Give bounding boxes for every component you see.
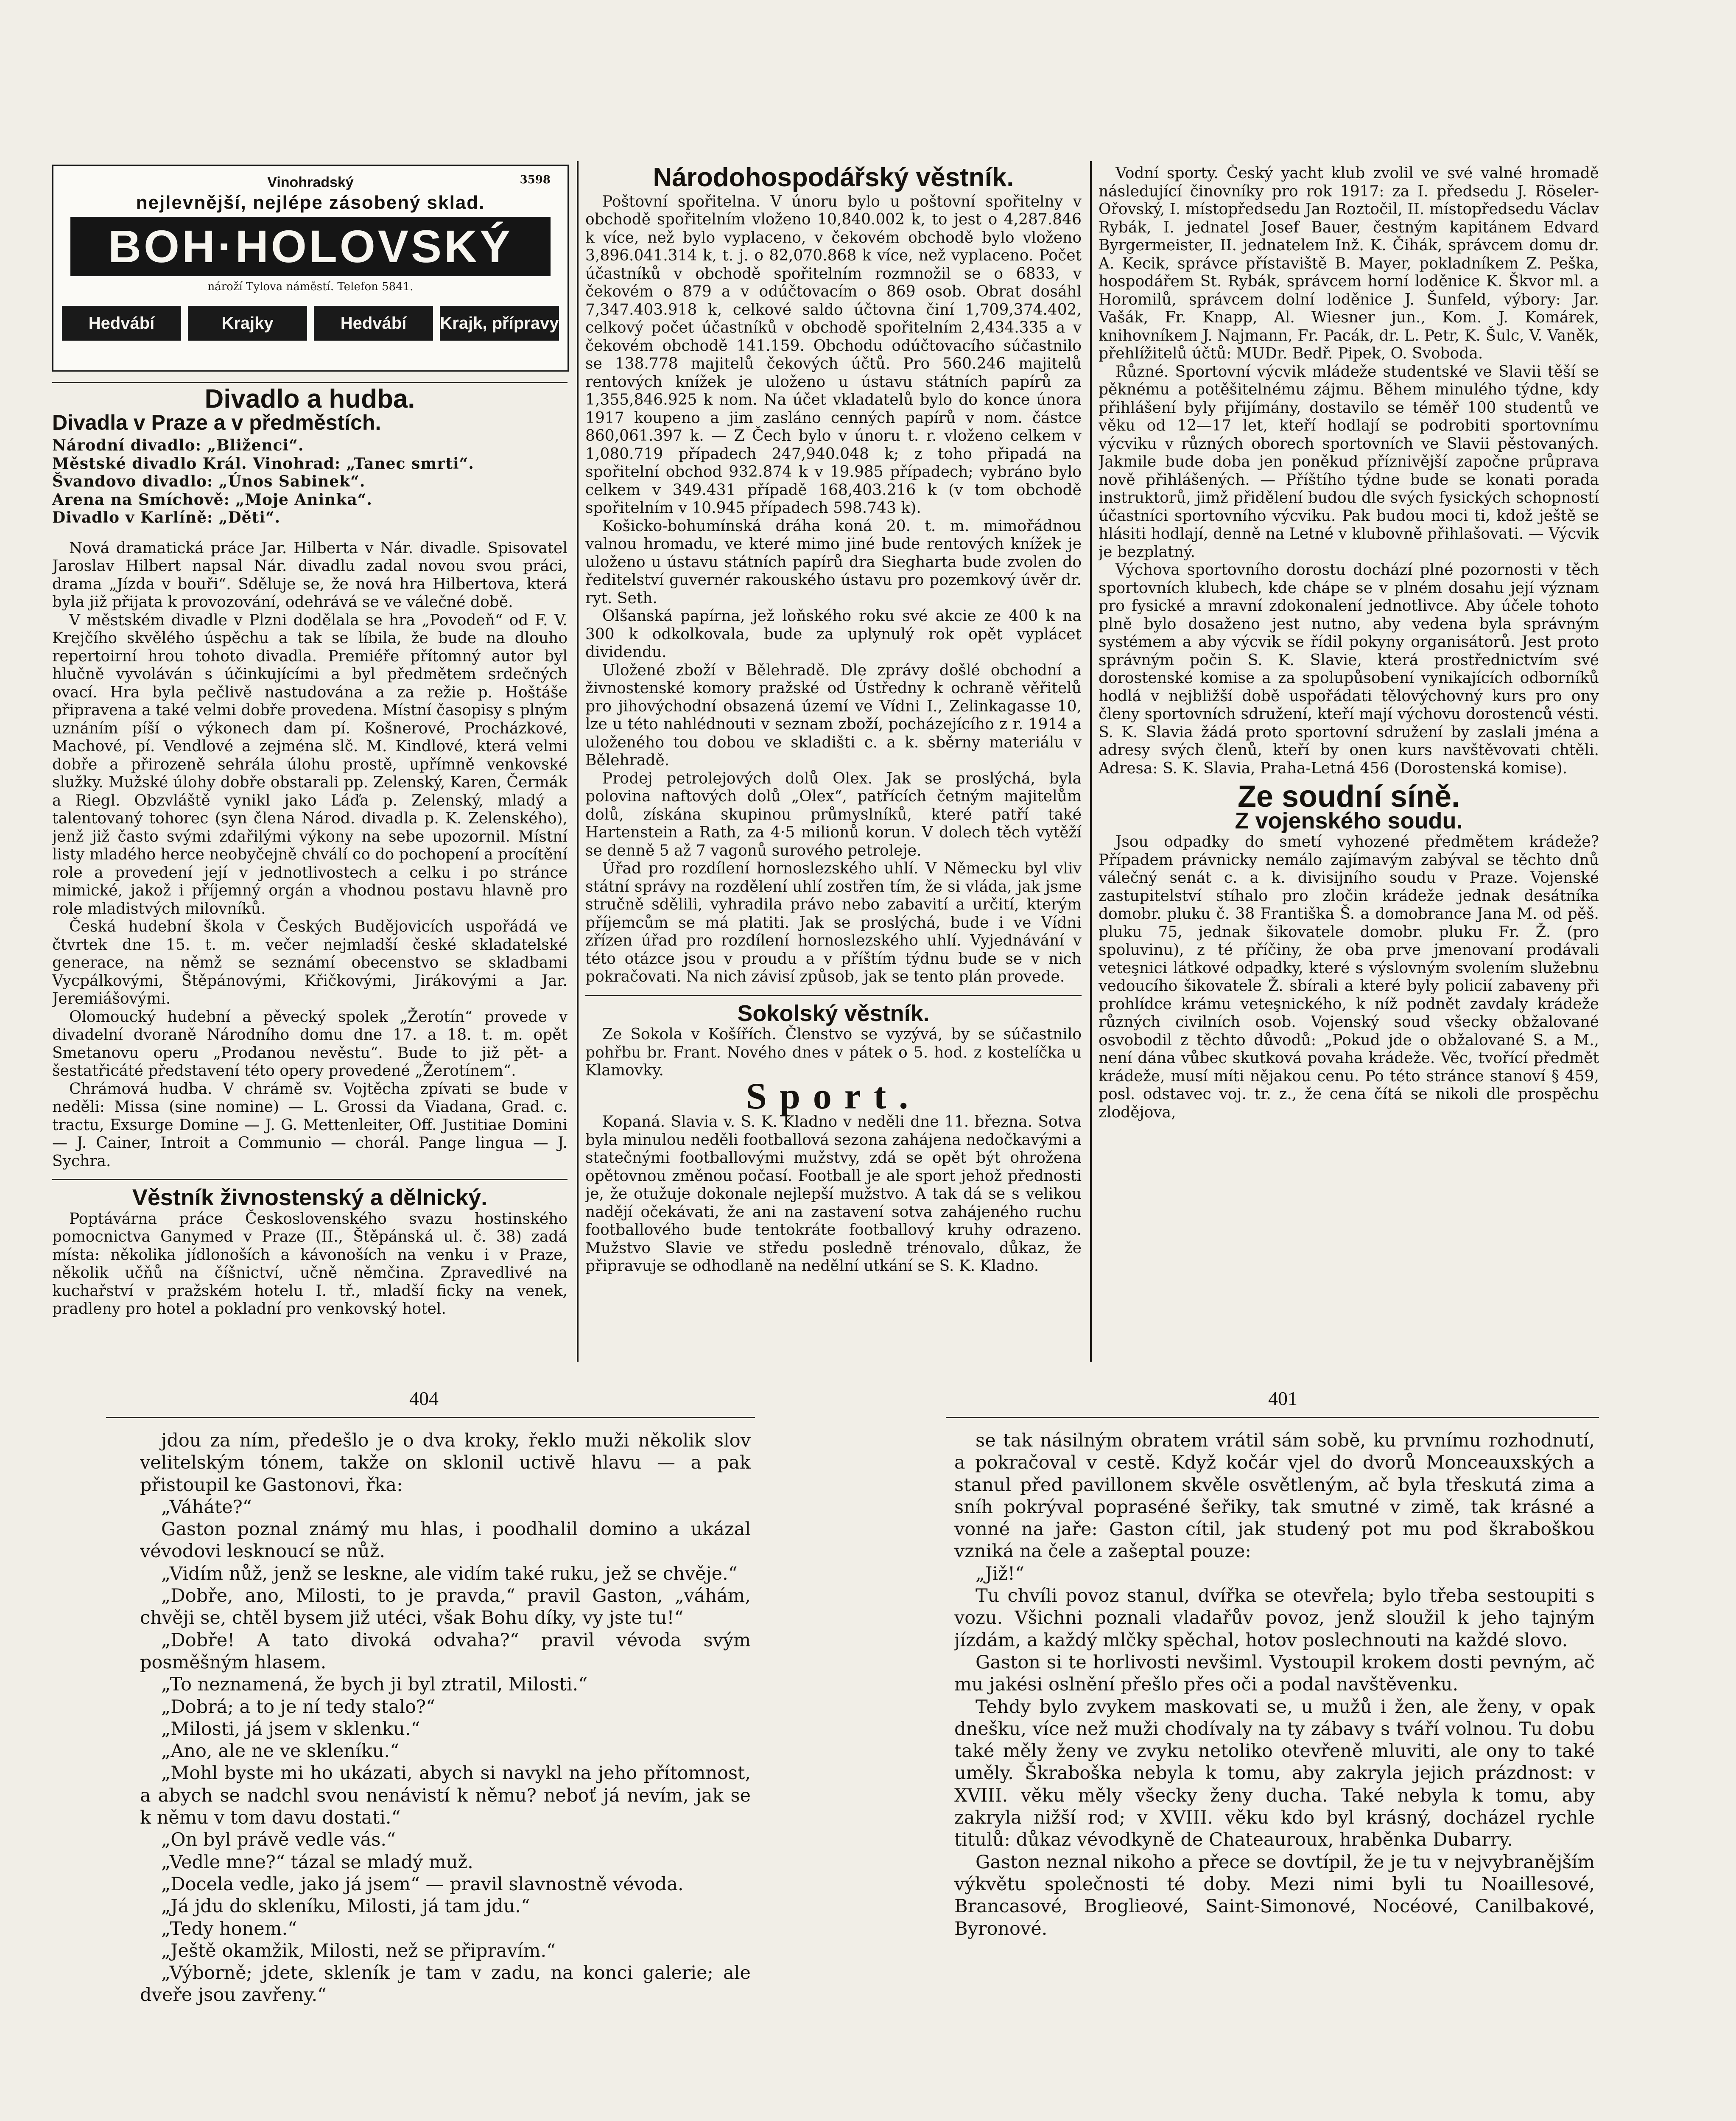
story-page-right [954, 1430, 1595, 2121]
story-paragraph: jdou za ním, předešlo je o dva kroky, řeklo muži několik slov velitelským tónem, takže on sklonil uctivě hlavu — a pak přistoupil ke Gastonovi, řka: [140, 1430, 751, 1496]
economy-paragraph: Košicko-bohumínská dráha koná 20. t. m. mimořádnou valnou hromadu, ve které mimo jiné bude rentových knížek je uloženo u ústavu státních papírů dra Sieghartа bude zvolen do ředitelství guvernér rakouského ústavu pro pozemkový úvěr dr. ryt. Seth. [585, 517, 1082, 607]
column-economy [585, 165, 1082, 1362]
story-paragraph: „Ještě okamžik, Milosti, než se připravím.“ [161, 1940, 556, 1962]
story-paragraph: „Již!“ [976, 1563, 1025, 1584]
story-paragraph: „Vedle mne?“ tázal se mladý muž. [161, 1851, 473, 1873]
ad-address: nároží Tylova náměstí. Telefon 5841. [207, 280, 414, 293]
theatre-paragraph: V městském divadle v Plzni dodělala se hra „Povodeň“ od F. V. Krejčího skvělého úspěchu a tak se líbila, že bude na dlouho repertoirní hrou tohoto divadla. Premiéře přítomný autor byl hlučně vyvoláván s účinkujícími a byl předmětem srdečných ovací. Hra byla pečlivě nastudována a za režie p. Hoštáše připravena a také velmi dobře provedena. Místní časopisy s plným uznáním píší o výkonech dam pí. Košnerové, Procházkové, Machové, pí. Vendlové a zejména slč. M. Kindlové, která velmi dobře a přirozeně sehrála úlohu prostě, upřímně venkovské služky. Mužské úlohy dobře obstarali pp. Zelenský, Karen, Čermák a Riegl. Obzvláště vynikl jako Láďa p. Zelenský, mladý a talentovaný tohorec (syn člena Národ. divadla p. K. Zelenského), jenž již často svými zdařilými výkony na sebe upozornil. Místní listy mladého herce neobyčejně chválí co do pochopení a procítění role a provedení její v jednotlivostech a celku i po stránce mimické, jakož i příjemný orgán a vhodnou postavu hlavně pro role mladistvých milovníků. [52, 611, 567, 918]
ad-address-line: Vinohradský [267, 174, 354, 190]
sport-paragraph: Vodní sporty. Český yacht klub zvolil ve své valné hromadě následující činovníky pro rok 1917: za I. předsedu J. Röseler-Ořovský, I. místopředsedu Jan Roztočil, II. místopředsedu Václav Rybák, I. jednatel Josef Bauer, čestným kapitánem Edvard Byrgermeister, II. jednatelem Inž. K. Čihák, správcem domu dr. A. Kecik, správce přístaviště B. Mayer, pokladníkem Z. Peška, hospodářem St. Rybák, správcem horní loděnice K. Škvor ml. a Horomilů, správcem dolní loděnice J. Šunfeld, výbory: Jar. Vašák, Fr. Knapp, Al. Wiesner jun., Kom. J. Komárek, knihovníkem J. Najmann, Fr. Pacák, dr. L. Petr, K. Šulc, V. Vaněk, přehlížitelů účtů: MUDr. Bedř. Pipek, O. Svoboda. [1099, 165, 1599, 362]
sport-title: Sport. [746, 1075, 921, 1117]
theatre-listing: Divadlo v Karlíně: „Děti“. [52, 509, 281, 526]
sport-paragraph: Výchova sportovního dorostu dochází plné pozornosti v těch sportovních klubech, kde chápe se v plném dosahu její význam pro fysické a mravní zdokonalení jednotlivce. Aby účele tohoto plně bylo dosaženo jest nutno, aby vedena byla správným systémem a aby výcvik se řídil pokyny organisátorů. Jest proto správným počin S. K. Slavie, která prostřednictvím své dorostenské komise a za spolupůsobení vynikajících odborníků hodlá v nejbližší době uspořádati tělovýchovný kurs pro ony členy sportovních sdružení, kteří mají výchovu dorostenců vésti. S. K. Slavia žádá proto sportovní sdružení by zaslali jména a adresy svých členů, kteří by onen kurs navštěvovati chtěli. Adresa: S. K. Slavia, Praha-Letná 456 (Dorostenská komise). [1099, 561, 1599, 777]
story-paragraph: „Váháte?“ [161, 1496, 252, 1518]
sport-paragraph: Kopaná. Slavia v. S. K. Kladno v neděli dne 11. března. Sotva byla minulou neděli footballová sezona zahájena nedočkavými a statečnými footballovými mužstvy, zdá se opět být ohrožena opětovnou změnou počasí. Football je ale sport jehož přednosti je, že otužuje dokonale nejlepší mužstvo. A tak dá se s velikou nadějí očekávati, že ani na zastavení sotva zahájeného ruchu footballového bude tentokráte footballový kruhy odrazeno. Mužstvo Slavie ve středu posledně trénovalo, důkaz, že připravuje se odhodlaně na nedělní utkání se S. K. Kladno. [585, 1113, 1082, 1275]
page-number-left: 404 [409, 1388, 439, 1409]
story-paragraph: „Docela vedle, jako já jsem“ — pravil slavnostně vévoda. [161, 1873, 684, 1895]
sport-paragraph: Různé. Sportovní výcvik mládeže studentské ve Slavii těší se pěknému a potěšitelnému zájmu. Během minulého týdne, kdy přihlášení byly přijímány, dostavilo se téměř 100 studentů ve věku od 12—17 let, kteří hodlají se podrobiti sportovnímu výcviku v různých oborech sportovních ve Slavii pěstovaných. Jakmile bude doba jen poněkud příznivější započne průprava nově přihlášených. — Příštího týdne bude se konati porada instruktorů, jimž přidělení budou dle svých fysických schopností účastníci sportovního výcviku. Pak budou moci ti, kdož ještě se hlásiti hodlají, denně na Letné v klubovně přihlašovati. — Výcvik je bezplatný. [1099, 363, 1599, 561]
theatre-listing: Arena na Smíchově: „Moje Aninka“. [52, 490, 372, 509]
divider [585, 995, 1082, 996]
theatre-listing: Švandovo divadlo: „Únos Sabinek“. [52, 473, 366, 490]
story-paragraph: Gaston si te horlivosti nevšiml. Vystoupil krokem dosti pevným, ač mu jakési oslnění přešlo přes oči a podal navštěvenku. [954, 1651, 1595, 1696]
story-paragraph: „To neznamená, že bych ji byl ztratil, Milosti.“ [161, 1674, 588, 1696]
column-rule [577, 161, 579, 1362]
trade-title: Věstník živnostenský a dělnický. [132, 1185, 488, 1210]
ad-bar-item: Krajky [188, 306, 307, 341]
theatre-paragraph: Nová dramatická práce Jar. Hilberta v Nár. divadle. Spisovatel Jaroslav Hilbert napsal Nár. divadlu zadal novou svou práci, drama „Jízda v bouři“. Sděluje se, že nová hra Hilbertova, která byla již přijata k provozování, odehrává se ve válečné době. [52, 539, 567, 611]
divider [946, 1417, 1599, 1418]
ad-bar-item: Krajk, přípravy [440, 306, 559, 341]
ad-bar-item: Hedvábí [314, 306, 433, 341]
divider [52, 382, 567, 383]
story-paragraph: Tu chvíli povoz stanul, dvířka se otevřela; bylo třeba sestoupiti s vozu. Všichni poznali vladařův povoz, jenž sloužil k jeho tajným jízdám, a každý mlčky spěchal, hotov poslechnouti na každé slovo. [954, 1585, 1595, 1651]
court-title: Ze soudní síně. [1237, 780, 1460, 814]
ad-product-bar [62, 306, 559, 341]
court-subtitle: Z vojenského soudu. [1235, 808, 1463, 834]
ad-tagline: nejlevnější, nejlépe zásobený sklad. [136, 192, 485, 213]
economy-title: Národohospodářský věstník. [653, 165, 1014, 192]
holovsky-advertisement [52, 165, 569, 372]
economy-paragraph: Poštovní spořitelna. V únoru bylo u poštovní spořitelny v obchodě spořitelním vloženo 10,840.002 k, to jest o 4,287.846 k více, než bylo vyplaceno, v čekovém obchodě bylo vloženo 3,896.041.314 k, t. j. o 82,070.868 k více, než vyplaceno. Počet účastníků v obchodě spořitelním rozmnožil se o 6833, v čekovém o 879 a v odúčtovacím o 869 osob. Obrat dosáhl 7,347.403.918 k, celkové saldo účtovna činí 1,709,374.402, celkový počet účastníků v obchodě spořitelním 2,434.335 a v čekovém obchodě 141.159. Obchodu odúčtovacího súčastnilo se 138.778 majitelů čekových účtů. Pro 560.246 majitelů rentových knížek je uloženo u ústavu státních papírů za 1,355,846.925 k nom. Na účet vkladatelů bylo do konce února 1917 koupeno a jim zasláno cenných papírů v nom. částce 860,061.397 k. — Z Čech bylo v únoru t. r. vloženo celkem v 1,080.719 případech 247,940.048 k; z toho připadá na spořitelní obchod 932.874 k v 19.985 případech; vybráno bylo celkem v 349.431 případě 168,403.216 k (v tom obchodě spořitelním v 10.945 případech 598.743 k). [585, 193, 1082, 517]
sokol-title: Sokolský věstník. [737, 1000, 930, 1026]
economy-paragraph: Úřad pro rozdílení hornoslezského uhlí. V Německu byl vliv státní správy na rozdělení uhlí zostřen tím, že si vláda, jak jsme stručně sdělili, vyhradila právo nebo zabavití a určití, kterým příjemcům se má platiti. Jak se proslýchá, bude i ve Vídni zřízen úřad pro rozdílení hornoslezského uhlí. Vyjednávání v této otázce jsou v proudu a v příštím týdnu bude se v nich pokračovati. Na nich závisí způsob, jak se tento plán provede. [585, 860, 1082, 985]
story-paragraph: se tak násilným obratem vrátil sám sobě, ku prvnímu rozhodnutí, a pokračoval v cestě. Když kočár vjel do dvorů Monceauxských a stanul před pavillonem skvěle osvětleným, ač byla třeskutá zima a sníh pokrýval popraséné šeřiky, tak smutné v zimě, tak krásné a vonné na jaře: Gaston cítil, jak studený pot mu pod škraboškou vzniká na čele a zašeptal pouze: [954, 1430, 1595, 1562]
economy-paragraph: Olšanská papírna, jež loňského roku své akcie ze 400 k na 300 k odkolkovala, bude za uplynulý rok opět vyplácet dividendu. [585, 607, 1082, 661]
theatre-listing: Národní divadlo: „Bliženci“. [52, 437, 304, 454]
theatre-title: Divadlo a hudba. [204, 386, 415, 414]
trade-paragraph: Poptávárna práce Československého svazu hostinského pomocnictva Ganymed v Praze (II., Štěpánská ul. č. 38) zadá místa: několika jídlonoších a kávonoších na venku i v Praze, několik učňů na číšnictví, učně němčina. Zpravedlivé na kuchařství v pražském hotelu I. tř., mladší ficky na venek, pradleny pro hotel a pokladní pro venkovský hotel. [52, 1210, 567, 1318]
story-paragraph: „On byl právě vedle vás.“ [161, 1829, 396, 1851]
story-paragraph: „Já jdu do skleníku, Milosti, já tam jdu.“ [161, 1896, 531, 1917]
story-paragraph: „Dobře, ano, Milosti, to je pravda,“ pravil Gaston, „váhám, chvěji se, chtěl bysem již utéci, však Bohu díky, vy jste tu!“ [140, 1585, 751, 1629]
theatre-listing: Městské divadlo Král. Vinohrad: „Tanec smrti“. [52, 454, 474, 473]
ad-brand-logo: BOH·HOLOVSKÝ [70, 217, 551, 276]
column-theatre [52, 386, 567, 1362]
story-paragraph: Gaston neznal nikoho a přece se dovtípil, že je tu v nejvybranějším výkvětu společnosti té doby. Mezi nimi byli tu Noaillesové, Brancasové, Broglieové, Saint-Simonové, Nocéové, Canilbakové, Byronové. [954, 1851, 1595, 1939]
column-rule [1090, 161, 1092, 1362]
court-paragraph: Jsou odpadky do smetí vyhozené předmětem krádeže? Případem právnicky nemálo zajímavým zabýval se těchto dnů válečný senát c. a k. divisijního soudu v Praze. Vojenské zastupitelství stíhalo pro zločin krádeže jednak desátníka domobr. pluku č. 38 Františka Š. a domobrance Jana M. od pěš. pluku 75, jednak šikovatele domobr. pluku Fr. Ž. (pro spoluvinu), z té příčiny, že oba prve jmenovaní prodávali veteşnici látkové odpadky, které s výslovným svolením služebnu vedoucího šikovatele Ž. sbírali a které byly policií zabaveny při prohlídce krámu veteşnického, k níž podnět zavdaly krádeže různých civilních osob. Vojenský soud všecky obžalované osvobodil z těchto důvodů: „Pokud jde o obžalované S. a M., není dána vůbec skutková povaha krádeže. Věc, tvořící předmět krádeže, musí míti nějakou cenu. Po této stránce stanoví § 459, posl. odstavec voj. tr. z., že cena čítá se nikoli dle prospěchu zlodějova, [1099, 833, 1599, 1121]
economy-paragraph: Uložené zboží v Bělehradě. Dle zprávy došlé obchodní a živnostenské komory pražské od Ústředny k ochraně věřitelů pro jihovýchodní obsazená území ve Vídni I., Zelinkagasse 10, lze u této nahlédnouti v seznam zboží, pocházejícího z r. 1914 a uloženého tou dobou ve skladišti c. a k. sběrny materiálu v Bělehradě. [585, 661, 1082, 769]
theatre-paragraph: Chrámová hudba. V chrámě sv. Vojtěcha zpívati se bude v neděli: Missa (sine nomine) — L. Grossi da Viadana, Grad. c. tractu, Exsurge Domine — J. G. Mettenleiter, Off. Justitiae Domini — J. Cainer, Introit a Communio — chorál. Pange lingua — J. Sychra. [52, 1080, 567, 1170]
sokol-paragraph: Ze Sokola v Košířích. Členstvo se vyzývá, by se súčastnilo pohřbu br. Frant. Nového dnes v pátek o 5. hod. z kostelíčka u Klamovky. [585, 1026, 1082, 1079]
ad-bar-item: Hedvábí [62, 306, 181, 341]
story-paragraph: „Milosti, já jsem v sklenku.“ [161, 1718, 420, 1740]
economy-paragraph: Prodej petrolejových dolů Olex. Jak se proslýchá, byla polovina naftových dolů „Olex“, patřících četným majitelům dolů, získána skupinou průmyslníků, které patří také Hartenstein a Rath, za 4·5 milionů korun. V dolech těch vytěží se denně 5 až 7 vagonů surového petroleje. [585, 769, 1082, 859]
ad-phone-badge: 3598 [520, 173, 551, 186]
story-paragraph: „Ano, ale ne ve skleníku.“ [161, 1740, 400, 1762]
theatre-paragraph: Česká hudební škola v Českých Budějovicích uspořádá ve čtvrtek dne 15. t. m. večer nejmladší české skladatelské generace, na němž se seznámí obecenstvo se skladbami Vycpálkovými, Štěpánovými, Křičkovými, Jirákovými a Jar. Jeremiášovými. [52, 918, 567, 1007]
story-paragraph: Tehdy bylo zvykem maskovati se, u mužů i žen, ale ženy, v opak dnešku, více než muži chodívaly na ty zábavy s tváří volnou. Tu dobu také měly ženy ve zvyku netoliko otevřeně mluviti, ale ony to také uměly. Škraboška nebyla k tomu, aby zakryla jejich prázdnost: v XVIII. věku měly všecky ženy ducha. Také nebyla k tomu, aby zakryla nižší rod; v XVIII. věku kdo byl krásný, docházel rychle titulů: důkaz vévodkyně de Chateauroux, hraběnka Dubarry. [954, 1696, 1595, 1851]
story-page-left [140, 1430, 751, 2121]
page-number-right: 401 [1268, 1388, 1297, 1409]
theatre-subtitle: Divadla v Praze a v předměstích. [52, 410, 381, 434]
story-paragraph: „Výborně; jdete, skleník je tam v zadu, na konci galerie; ale dveře jsou zavřeny.“ [140, 1962, 751, 2006]
story-paragraph: „Vidím nůž, jenž se leskne, ale vidím také ruku, jež se chvěje.“ [161, 1563, 738, 1584]
divider [106, 1417, 755, 1418]
story-paragraph: Gaston poznal známý mu hlas, i poodhalil domino a ukázal vévodovi lesknoucí se nůž. [140, 1519, 751, 1562]
column-sport-court [1099, 165, 1599, 1362]
story-paragraph: „Dobře! A tato divoká odvaha?“ pravil vévoda svým posměšným hlasem. [140, 1629, 751, 1673]
story-paragraph: „Tedy honem.“ [161, 1918, 297, 1939]
story-paragraph: „Dobrá; a to je ní tedy stalo?“ [161, 1696, 436, 1718]
story-paragraph: „Mohl byste mi ho ukázati, abych si navykl na jeho přítomnost, a abych se nadchl svou nenávistí k němu? neboť já nevím, jak se k němu v tom davu dostati.“ [140, 1763, 751, 1829]
theatre-paragraph: Olomoucký hudební a pěvecký spolek „Žerotín“ provede v divadelní dvoraně Národního domu dne 17. a 18. t. m. opět Smetanovu operu „Prodanou nevěstu“. Bude to již pět- a šestatřicáté představení této opery provedené „Žerotínem“. [52, 1008, 567, 1080]
divider [52, 1179, 567, 1180]
